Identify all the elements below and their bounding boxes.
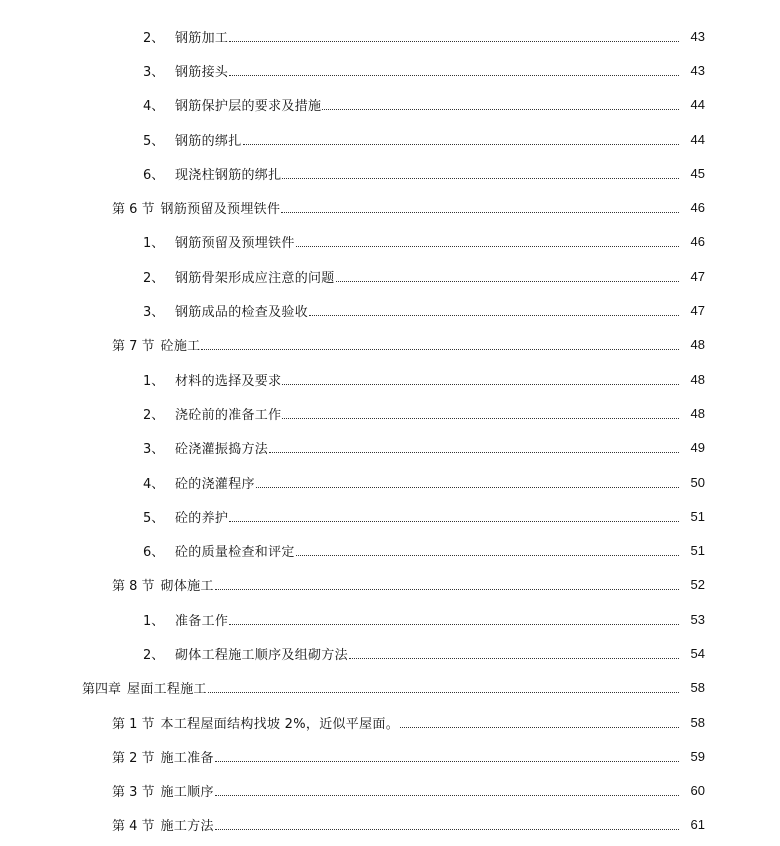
dot-leader bbox=[215, 589, 679, 590]
toc-entry-number: 第 8 节 bbox=[112, 579, 155, 595]
toc-entry-title: 钢筋骨架形成应注意的问题 bbox=[175, 270, 335, 286]
toc-entry-number: 1、 bbox=[143, 236, 165, 252]
toc-entry-item[interactable] bbox=[0, 156, 780, 190]
toc-entry-page-number: 45 bbox=[690, 165, 705, 181]
toc-entry-number: 第 1 节 bbox=[112, 716, 155, 732]
toc-entry-page-number: 48 bbox=[690, 337, 705, 353]
toc-entry-number: 6、 bbox=[143, 545, 165, 561]
toc-entry-item[interactable] bbox=[0, 431, 780, 465]
toc-entry-section[interactable] bbox=[0, 774, 780, 808]
dot-leader bbox=[208, 692, 679, 693]
dot-leader bbox=[349, 658, 679, 659]
toc-entry-number: 4、 bbox=[143, 476, 165, 492]
toc-entry-title: 钢筋预留及预埋铁件 bbox=[160, 202, 281, 218]
toc-entry-section[interactable] bbox=[0, 328, 780, 362]
toc-entry-number: 第 3 节 bbox=[112, 785, 155, 801]
toc-entry-item[interactable] bbox=[0, 88, 780, 122]
toc-entry-page-number: 51 bbox=[690, 543, 705, 559]
toc-entry-page-number: 48 bbox=[690, 371, 705, 387]
toc-entry-number: 2、 bbox=[143, 270, 165, 286]
toc-entry-page-number: 46 bbox=[690, 234, 705, 250]
toc-entry-item[interactable] bbox=[0, 362, 780, 396]
toc-entry-page-number: 47 bbox=[690, 303, 705, 319]
toc-entry-title: 钢筋的绑扎 bbox=[175, 133, 242, 149]
toc-entry-title: 砼的质量检查和评定 bbox=[175, 545, 295, 561]
toc-entry-title: 屋面工程施工 bbox=[127, 682, 207, 698]
toc-entry-page-number: 60 bbox=[690, 783, 705, 799]
toc-entry-section[interactable] bbox=[0, 190, 780, 224]
toc-entry-item[interactable] bbox=[0, 122, 780, 156]
toc-entry-page-number: 43 bbox=[690, 28, 705, 44]
toc-entry-section[interactable] bbox=[0, 568, 780, 602]
toc-entry-page-number: 44 bbox=[690, 131, 705, 147]
toc-entry-item[interactable] bbox=[0, 225, 780, 259]
toc-entry-item[interactable] bbox=[0, 465, 780, 499]
toc-entry-number: 2、 bbox=[143, 30, 165, 46]
toc-entry-title: 钢筋保护层的要求及措施 bbox=[175, 99, 322, 115]
toc-entry-title: 钢筋加工 bbox=[175, 30, 229, 46]
toc-entry-title: 钢筋接头 bbox=[175, 64, 229, 80]
dot-leader bbox=[269, 452, 679, 453]
dot-leader bbox=[229, 624, 679, 625]
toc-entry-number: 2、 bbox=[143, 407, 165, 423]
dot-leader bbox=[229, 75, 679, 76]
toc-entry-item[interactable] bbox=[0, 602, 780, 636]
toc-entry-title: 砼的养护 bbox=[175, 510, 229, 526]
dot-leader bbox=[282, 418, 679, 419]
toc-entry-page-number: 50 bbox=[690, 474, 705, 490]
toc-entry-item[interactable] bbox=[0, 293, 780, 327]
toc-entry-number: 5、 bbox=[143, 510, 165, 526]
toc-entry-page-number: 48 bbox=[690, 405, 705, 421]
toc-entry-page-number: 44 bbox=[690, 97, 705, 113]
toc-entry-title: 施工方法 bbox=[160, 819, 214, 835]
dot-leader bbox=[201, 349, 679, 350]
toc-entry-title: 现浇柱钢筋的绑扎 bbox=[175, 167, 282, 183]
toc-entry-item[interactable] bbox=[0, 533, 780, 567]
toc-entry-number: 2、 bbox=[143, 647, 165, 663]
toc-entry-page-number: 58 bbox=[690, 714, 705, 730]
toc-entry-item[interactable] bbox=[0, 499, 780, 533]
toc-entry-title: 砼浇灌振捣方法 bbox=[175, 442, 269, 458]
toc-entry-section[interactable] bbox=[0, 705, 780, 739]
dot-leader bbox=[281, 212, 679, 213]
dot-leader bbox=[400, 727, 679, 728]
toc-entry-page-number: 58 bbox=[690, 680, 705, 696]
toc-entry-number: 3、 bbox=[143, 64, 165, 80]
toc-entry-title: 砌体施工 bbox=[160, 579, 214, 595]
toc-entry-number: 1、 bbox=[143, 613, 165, 629]
toc-entry-title: 本工程屋面结构找坡 2%，近似平屋面。 bbox=[160, 716, 400, 732]
toc-entry-title: 准备工作 bbox=[175, 613, 229, 629]
dot-leader bbox=[309, 315, 679, 316]
toc-entry-section[interactable] bbox=[0, 739, 780, 773]
dot-leader bbox=[243, 144, 679, 145]
toc-entry-number: 6、 bbox=[143, 167, 165, 183]
toc-entry-page-number: 51 bbox=[690, 508, 705, 524]
dot-leader bbox=[229, 521, 679, 522]
dot-leader bbox=[282, 384, 679, 385]
dot-leader bbox=[215, 761, 679, 762]
toc-entry-title: 砼施工 bbox=[160, 339, 201, 355]
toc-entry-number: 5、 bbox=[143, 133, 165, 149]
dot-leader bbox=[296, 555, 679, 556]
toc-entry-page-number: 49 bbox=[690, 440, 705, 456]
toc-entry-chapter[interactable] bbox=[0, 671, 780, 705]
toc-entry-item[interactable] bbox=[0, 19, 780, 53]
toc-entry-title: 施工顺序 bbox=[160, 785, 214, 801]
dot-leader bbox=[256, 487, 679, 488]
dot-leader bbox=[322, 109, 679, 110]
toc-entry-item[interactable] bbox=[0, 53, 780, 87]
dot-leader bbox=[296, 246, 679, 247]
dot-leader bbox=[215, 829, 679, 830]
toc-entry-number: 第四章 bbox=[82, 682, 122, 698]
toc-entry-page-number: 43 bbox=[690, 62, 705, 78]
toc-entry-title: 材料的选择及要求 bbox=[175, 373, 282, 389]
toc-entry-section[interactable] bbox=[0, 808, 780, 842]
toc-entry-item[interactable] bbox=[0, 396, 780, 430]
toc-entry-number: 第 4 节 bbox=[112, 819, 155, 835]
toc-entry-page-number: 53 bbox=[690, 611, 705, 627]
toc-entry-page-number: 47 bbox=[690, 268, 705, 284]
toc-entry-number: 3、 bbox=[143, 305, 165, 321]
toc-entry-number: 第 2 节 bbox=[112, 750, 155, 766]
toc-entry-title: 施工准备 bbox=[160, 750, 214, 766]
toc-entry-title: 砼的浇灌程序 bbox=[175, 476, 255, 492]
dot-leader bbox=[282, 178, 679, 179]
toc-entry-page-number: 59 bbox=[690, 748, 705, 764]
toc-entry-title: 钢筋预留及预埋铁件 bbox=[175, 236, 295, 252]
dot-leader bbox=[215, 795, 679, 796]
table-of-contents bbox=[0, 19, 780, 842]
toc-entry-item[interactable] bbox=[0, 259, 780, 293]
toc-entry-title: 浇砼前的准备工作 bbox=[175, 407, 282, 423]
toc-entry-title: 钢筋成品的检查及验收 bbox=[175, 305, 309, 321]
toc-entry-number: 第 7 节 bbox=[112, 339, 155, 355]
dot-leader bbox=[336, 281, 679, 282]
toc-entry-number: 第 6 节 bbox=[112, 202, 155, 218]
toc-entry-page-number: 46 bbox=[690, 200, 705, 216]
dot-leader bbox=[229, 41, 679, 42]
toc-entry-title: 砌体工程施工顺序及组砌方法 bbox=[175, 647, 348, 663]
toc-entry-item[interactable] bbox=[0, 636, 780, 670]
toc-entry-page-number: 52 bbox=[690, 577, 705, 593]
toc-entry-number: 1、 bbox=[143, 373, 165, 389]
toc-entry-number: 3、 bbox=[143, 442, 165, 458]
toc-entry-page-number: 61 bbox=[690, 817, 705, 833]
toc-entry-number: 4、 bbox=[143, 99, 165, 115]
toc-entry-page-number: 54 bbox=[690, 645, 705, 661]
